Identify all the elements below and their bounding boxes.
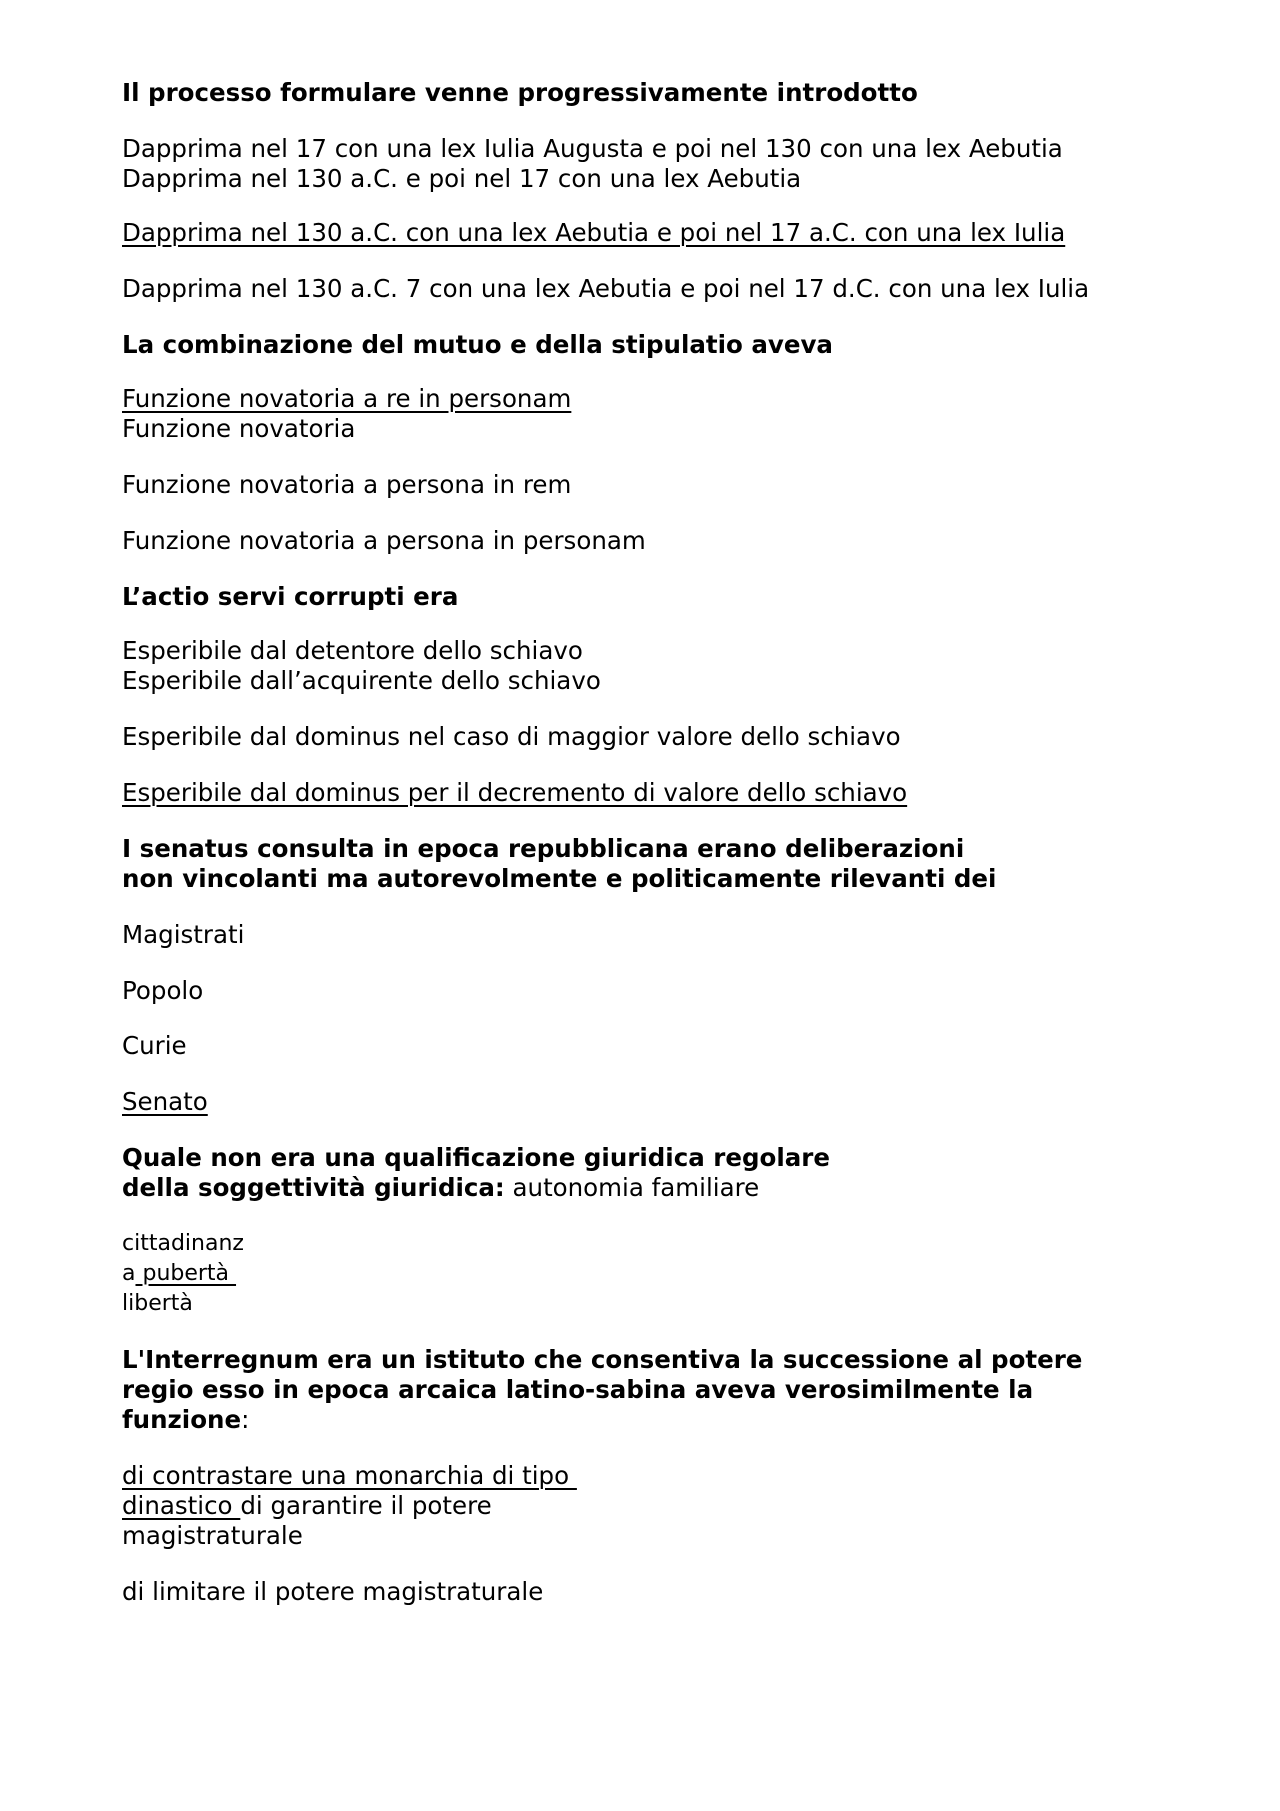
question-4-option-3: Curie [122, 1031, 187, 1060]
question-4-title-line-2: non vincolanti ma autorevolmente e politicamente rilevanti dei [122, 864, 997, 893]
correct-answer-underline: Dapprima nel 130 a.C. con una lex Aebutia e poi nel 17 a.C. con una lex Iulia [122, 218, 1066, 247]
question-1-option-3-correct [122, 218, 1065, 248]
question-1-option-1: Dapprima nel 17 con una lex Iulia Augusta e poi nel 130 con una lex Aebutia [122, 134, 1063, 163]
question-5-title-end: della soggettività giuridica: [122, 1173, 505, 1202]
question-5-inline-option: autonomia familiare [504, 1173, 760, 1202]
question-2-option-2: Funzione novatoria [122, 414, 356, 443]
question-2-option-4: Funzione novatoria a persona in personam [122, 526, 646, 555]
question-3-option-4-correct [122, 778, 907, 808]
question-5-title-line-2 [122, 1173, 759, 1203]
question-4-option-1: Magistrati [122, 920, 245, 949]
question-1-option-4: Dapprima nel 130 a.C. 7 con una lex Aebutia e poi nel 17 d.C. con una lex Iulia [122, 274, 1090, 303]
question-6-title-colon: : [241, 1405, 250, 1434]
correct-answer-underline-continued: dinastico [122, 1491, 241, 1520]
question-3-option-1: Esperibile dal detentore dello schiavo [122, 636, 583, 665]
question-3-title: L’actio servi corrupti era [122, 582, 459, 611]
question-4-option-2: Popolo [122, 976, 204, 1005]
question-6-title-line-1: L'Interregnum era un istituto che consentiva la successione al potere [122, 1345, 1083, 1374]
question-2-title: La combinazione del mutuo e della stipulatio aveva [122, 330, 833, 359]
question-2-option-3: Funzione novatoria a persona in rem [122, 470, 572, 499]
question-6-title-end: funzione [122, 1405, 242, 1434]
correct-answer-underline: Senato [122, 1087, 208, 1116]
question-5-title-line-1: Quale non era una qualificazione giuridica regolare [122, 1143, 830, 1172]
question-6-option-3: di limitare il potere magistraturale [122, 1577, 544, 1606]
question-6-title-line-3 [122, 1405, 249, 1435]
question-5-option-2-line [122, 1259, 236, 1289]
question-1-option-2: Dapprima nel 130 a.C. e poi nel 17 con una lex Aebutia [122, 164, 802, 193]
question-2-option-1-correct [122, 384, 571, 414]
correct-answer-underline: Funzione novatoria a re in personam [122, 384, 572, 413]
question-6-option-2-continued: magistraturale [122, 1521, 303, 1550]
question-6-title-line-2: regio esso in epoca arcaica latino-sabina aveva verosimilmente la [122, 1375, 1034, 1404]
question-3-option-2: Esperibile dall’acquirente dello schiavo [122, 666, 601, 695]
correct-answer-underline: Esperibile dal dominus per il decremento di valore dello schiavo [122, 778, 908, 807]
question-4-title-line-1: I senatus consulta in epoca repubblicana erano deliberazioni [122, 834, 965, 863]
question-6-option-1-correct-line-1 [122, 1461, 577, 1491]
question-6-option-line-2 [122, 1491, 492, 1521]
correct-answer-underline: di contrastare una monarchia di tipo [122, 1461, 577, 1490]
question-5-option-2-prefix: a [122, 1261, 136, 1286]
question-3-option-3: Esperibile dal dominus nel caso di maggior valore dello schiavo [122, 722, 901, 751]
question-6-option-2: di garantire il potere [240, 1491, 492, 1520]
question-5-option-1: cittadinanz [122, 1231, 244, 1256]
correct-answer-underline: pubertà [135, 1261, 237, 1286]
question-4-option-4-correct [122, 1087, 208, 1117]
question-5-option-3: libertà [122, 1291, 193, 1316]
question-1-title: Il processo formulare venne progressivamente introdotto [122, 78, 918, 107]
